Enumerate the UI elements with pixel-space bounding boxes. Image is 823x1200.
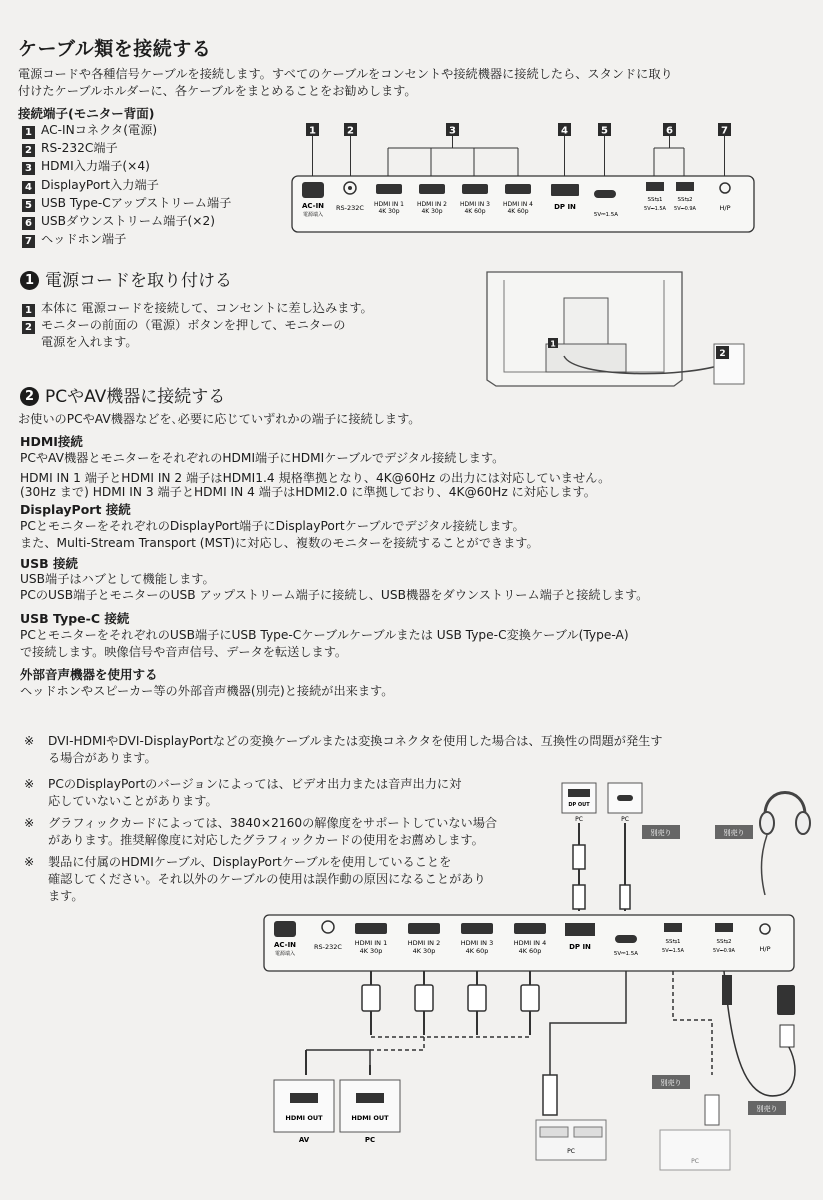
svg-text:4K 60p: 4K 60p xyxy=(518,947,542,955)
svg-text:DP IN: DP IN xyxy=(554,203,576,211)
note-item: ※ DVI-HDMIやDVI-DisplayPortなどの変換ケーブルまたは変換コネクタを使用した場合は、互換性の問題が発生す る場合があります。 xyxy=(24,734,663,765)
terminal-item: 3 HDMI入力端子(×4) xyxy=(22,157,231,175)
svg-text:4K 30p: 4K 30p xyxy=(412,947,436,955)
terminals-heading: 接続端子(モニター背面) xyxy=(18,106,155,121)
svg-text:HDMI IN 1: HDMI IN 1 xyxy=(354,939,388,947)
svg-text:HDMI IN 3: HDMI IN 3 xyxy=(460,939,494,947)
svg-text:1: 1 xyxy=(309,125,316,137)
svg-text:5V⎓1.5A: 5V⎓1.5A xyxy=(662,948,684,954)
svg-text:HDMI IN 4: HDMI IN 4 xyxy=(503,201,533,208)
intro-text: 電源コードや各種信号ケーブルを接続します。すべてのケーブルをコンセントや接続機器に接続したら、スタンドに取り 付けたケーブルホルダーに、各ケーブルをまとめることをお勧めします。 xyxy=(18,67,673,98)
svg-text:DP IN: DP IN xyxy=(569,943,591,951)
svg-text:4K 60p: 4K 60p xyxy=(464,208,486,215)
svg-text:PC: PC xyxy=(575,816,583,823)
note-item: ※ PCのDisplayPortのバージョンによっては、ビデオ出力または音声出力に対 応していないことがあります。 xyxy=(24,777,462,808)
svg-text:3: 3 xyxy=(449,125,456,137)
terminal-list xyxy=(22,121,231,248)
svg-text:4K 30p: 4K 30p xyxy=(421,208,443,215)
svg-text:4K 60p: 4K 60p xyxy=(465,947,489,955)
svg-text:HDMI IN 1: HDMI IN 1 xyxy=(374,201,404,208)
terminal-item: 7 ヘッドホン端子 xyxy=(22,230,231,248)
page-title: ケーブル類を接続する xyxy=(18,38,212,60)
svg-text:4: 4 xyxy=(561,125,568,137)
svg-text:5V⎓1.5A: 5V⎓1.5A xyxy=(593,212,619,218)
svg-text:5V⎓1.5A: 5V⎓1.5A xyxy=(613,951,639,957)
section1-heading: 1 電源コードを取り付ける xyxy=(20,266,232,291)
svg-text:2: 2 xyxy=(347,125,354,137)
svg-text:PC: PC xyxy=(364,1136,376,1144)
svg-text:H/P: H/P xyxy=(719,204,731,212)
rear-panel-diagram xyxy=(288,120,758,236)
note-item: ※ 製品に付属のHDMIケーブル、DisplayPortケーブルを使用していることを 確認してください。それ以外のケーブルの使用は誤作動の原因になることがあり ます。 xyxy=(24,855,486,903)
svg-text:別売り: 別売り xyxy=(723,829,745,837)
svg-text:5V⎓0.9A: 5V⎓0.9A xyxy=(674,206,696,212)
svg-text:PC: PC xyxy=(621,816,629,823)
svg-text:PC: PC xyxy=(567,1148,575,1155)
svg-text:RS-232C: RS-232C xyxy=(314,943,342,951)
svg-text:AC-IN: AC-IN xyxy=(301,202,325,210)
svg-text:RS-232C: RS-232C xyxy=(336,204,364,212)
svg-text:SS⇆1: SS⇆1 xyxy=(665,939,681,945)
svg-text:HDMI OUT: HDMI OUT xyxy=(351,1114,389,1122)
svg-text:別売り: 別売り xyxy=(756,1105,778,1113)
section2-intro: お使いのPCやAV機器などを､必要に応じていずれかの端子に接続します。 xyxy=(18,412,421,426)
svg-text:6: 6 xyxy=(666,125,673,137)
svg-text:1: 1 xyxy=(550,339,556,349)
svg-text:別売り: 別売り xyxy=(660,1079,682,1087)
section2-heading: 2 PCやAV機器に接続する xyxy=(20,382,225,407)
svg-text:4K 60p: 4K 60p xyxy=(507,208,529,215)
svg-text:HDMI IN 2: HDMI IN 2 xyxy=(407,939,441,947)
note-item: ※ グラフィックカードによっては、3840×2160の解像度をサポートしていない場合 があります。推奨解像度に対応したグラフィックカードの使用をお薦めします。 xyxy=(24,816,498,847)
terminal-item: 2 RS-232C端子 xyxy=(22,139,231,157)
svg-text:4K 30p: 4K 30p xyxy=(378,208,400,215)
svg-text:HDMI IN 3: HDMI IN 3 xyxy=(460,201,490,208)
terminal-item: 1 AC-INコネクタ(電源) xyxy=(22,121,231,139)
section1-steps: 1 本体に 電源コードを接続して、コンセントに差し込みます。 2 モニターの前面の（電源）ボタンを押して、モニターの 電源を入れます。 xyxy=(22,300,373,351)
svg-text:PC: PC xyxy=(691,1158,699,1165)
svg-text:7: 7 xyxy=(721,125,728,137)
svg-text:4K 30p: 4K 30p xyxy=(359,947,383,955)
svg-text:HDMI IN 4: HDMI IN 4 xyxy=(513,939,547,947)
svg-text:H/P: H/P xyxy=(759,945,771,953)
terminal-item: 4 DisplayPort入力端子 xyxy=(22,176,231,194)
svg-text:2: 2 xyxy=(719,349,726,359)
terminal-item: 5 USB Type-Cアップストリーム端子 xyxy=(22,194,231,212)
connection-diagram xyxy=(260,775,820,1195)
svg-text:5V⎓0.9A: 5V⎓0.9A xyxy=(713,948,735,954)
svg-text:DP OUT: DP OUT xyxy=(568,802,590,808)
svg-text:5V⎓1.5A: 5V⎓1.5A xyxy=(644,206,666,212)
svg-text:HDMI OUT: HDMI OUT xyxy=(285,1114,323,1122)
svg-text:別売り: 別売り xyxy=(650,829,672,837)
svg-text:HDMI IN 2: HDMI IN 2 xyxy=(417,201,447,208)
monitor-back-illustration xyxy=(484,268,764,398)
terminal-item: 6 USBダウンストリーム端子(×2) xyxy=(22,212,231,230)
svg-text:SS⇆2: SS⇆2 xyxy=(677,197,693,203)
svg-text:SS⇆2: SS⇆2 xyxy=(716,939,732,945)
svg-text:電源端入: 電源端入 xyxy=(302,212,324,218)
svg-text:電源端入: 電源端入 xyxy=(274,951,296,957)
svg-text:SS⇆1: SS⇆1 xyxy=(647,197,663,203)
section2-blocks: HDMI接続 PCやAV機器とモニターをそれぞれのHDMI端子にHDMIケーブルでデジタル接続します。 HDMI IN 1 端子とHDMI IN 2 端子はHDMI1.4 規格準拠となり、4K@60Hz の出力には対応していません。 (30Hz まで) HDMI IN 3 端子とHDMI IN 4 端子はHDMI2.0 に準拠しており、4K@60Hz に対応します。 DisplayPort 接続 PCとモニターをそれぞれのDisplayPort端子にDisplayPortケーブルでデジタル接続します。 また、Multi-Stream Transport (MST)に対応し、複数のモニターを接続することができます。 USB 接続 USB端子はハブとして機能します。 PCのUSB端子とモニターのUSB アップストリーム端子に接続し、USB機器をダウンストリーム端子と接続します。 USB Type-C 接続 PCとモニターをそれぞれのUSB端子にUSB Type-Cケーブルケーブルまたは USB Type-C変換ケーブル(Type-A) で接続します。映像信号や音声信号、データを転送します。 外部音声機器を使用する ヘッドホンやスピーカー等の外部音声機器(別売)と接続が出来ます。 xyxy=(20,434,649,698)
svg-text:AV: AV xyxy=(298,1136,310,1144)
svg-text:AC-IN: AC-IN xyxy=(273,941,297,949)
svg-text:5: 5 xyxy=(601,125,608,137)
